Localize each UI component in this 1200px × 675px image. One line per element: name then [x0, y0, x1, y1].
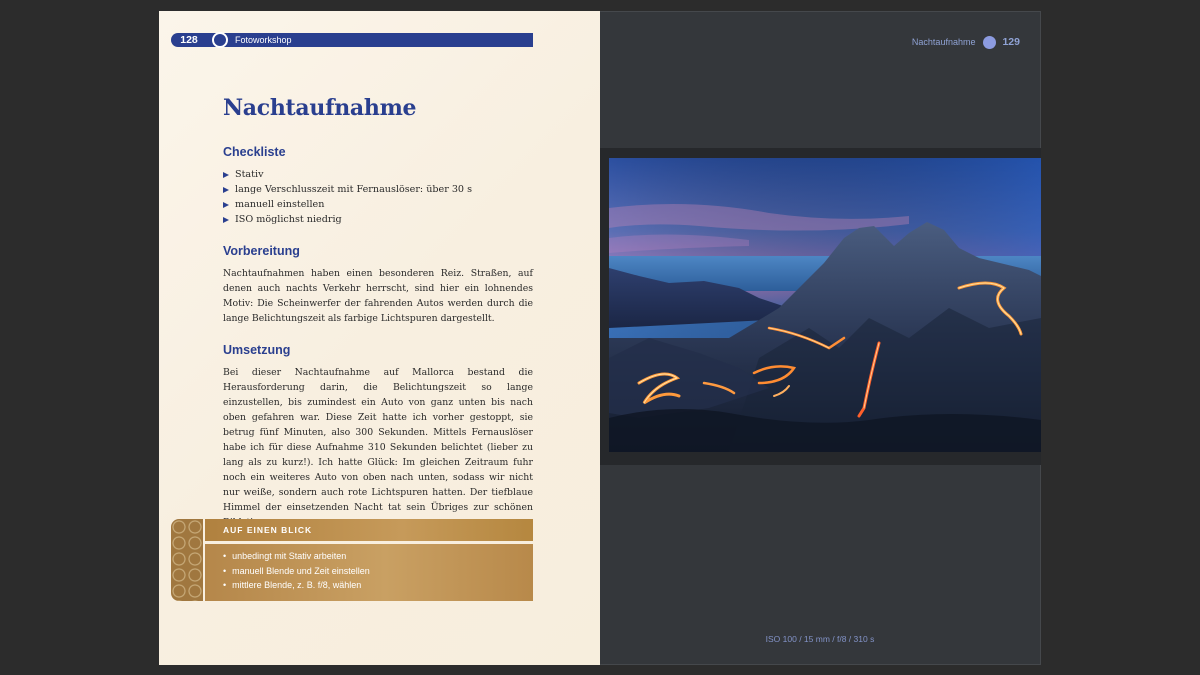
header-dot-icon [983, 36, 996, 49]
implementation-heading: Umsetzung [223, 343, 291, 357]
photo-frame [600, 148, 1041, 465]
page-header-bar [171, 33, 533, 47]
right-section-title: Nachtaufnahme [911, 37, 976, 47]
right-page [600, 11, 1041, 665]
summary-item: • mittlere Blende, z. B. f/8, wählen [223, 578, 370, 593]
preparation-heading: Vorbereitung [223, 244, 300, 258]
page-number: 128 [180, 34, 198, 46]
implementation-paragraph: Bei dieser Nachtaufnahme auf Mallorca bestand die Herausforderung darin, die Belichtungszeit so lange einzustellen, bis zumindest ein Auto von ganz unten bis nach oben gefahren war. Diese Zeit hatte ich vorher gestoppt, sie betrug fünf Minuten, also 300 Sekunden. Mittels Fernauslöser habe ich für diese Aufnahme 310 Sekunden belichtet (lieber zu lang als zu kurz!). Ich hatte Glück: Im gleichen Zeitraum fuhr noch ein weiteres Auto von oben nach unten, sodass wir nicht nur weiße, sondern auch rote Lichtspuren hatten. Der tiefblaue Himmel der einsetzenden Nacht tat sein Übriges zur schönen [223, 367, 533, 513]
checklist-item: lange Verschlusszeit mit Fernauslöser: über 30 s [223, 182, 472, 197]
checklist-item: ISO möglichst niedrig [223, 212, 472, 227]
preparation-paragraph: Nachtaufnahmen haben einen besonderen Reiz. Straßen, auf denen auch nachts Verkehr herrscht, sind hier ein lohnendes Motiv: Die Scheinwerfer der fahrenden Autos werden durch die lange Belichtungszeit als farbige Lichtspuren dargestellt. [223, 268, 533, 324]
header-circle-icon [212, 32, 228, 48]
checklist-item: manuell einstellen [223, 197, 472, 212]
exif-info: ISO 100 / 15 mm / f/8 / 310 s [765, 634, 875, 644]
checklist-item: Stativ [223, 167, 472, 182]
night-mountain-road-photo-icon [609, 158, 1041, 452]
checklist-heading: Checkliste [223, 145, 286, 159]
page-title: Nachtaufnahme [223, 95, 417, 121]
triangle-bullet-icon [223, 202, 229, 208]
right-page-header [912, 34, 1020, 50]
summary-item: • unbedingt mit Stativ arbeiten [223, 549, 370, 564]
summary-box-header [205, 519, 533, 541]
ornament-pattern-icon [171, 519, 203, 601]
summary-list [223, 549, 370, 593]
summary-box [205, 544, 533, 601]
left-page [159, 11, 600, 665]
triangle-bullet-icon [223, 172, 229, 178]
section-title: Fotoworkshop [235, 35, 292, 45]
triangle-bullet-icon [223, 217, 229, 223]
checklist [223, 167, 472, 227]
triangle-bullet-icon [223, 187, 229, 193]
summary-heading: AUF EINEN BLICK [223, 525, 313, 535]
right-page-number: 129 [1002, 36, 1020, 48]
summary-item: • manuell Blende und Zeit einstellen [223, 564, 370, 579]
